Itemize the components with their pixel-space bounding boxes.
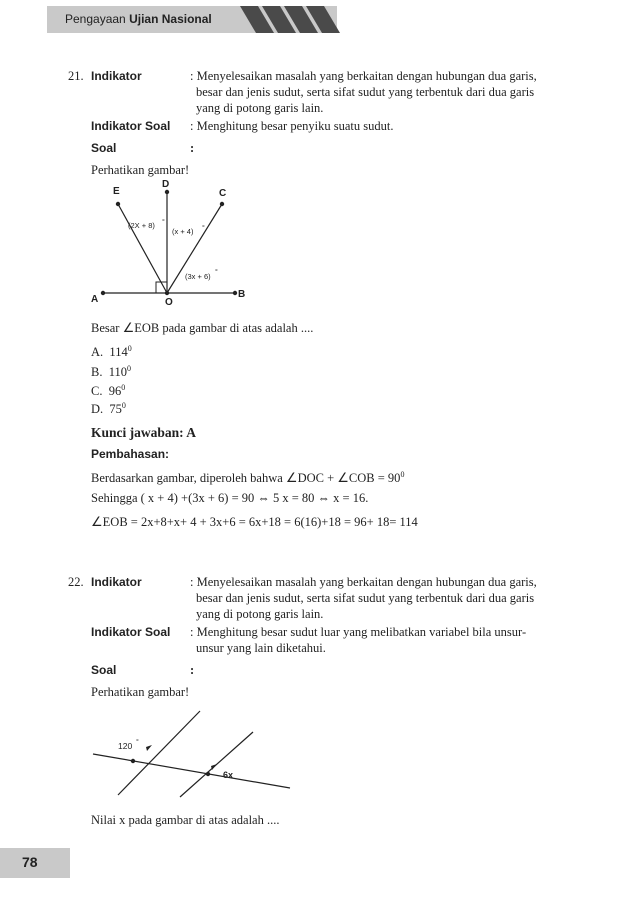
q22-soal-colon: : [190, 663, 195, 677]
q21-pembahasan-label: Pembahasan: [91, 447, 170, 461]
point-D [165, 190, 169, 194]
q22-indikator-text-1: : Menyelesaikan masalah yang berkaitan dengan hubungan dua garis, [190, 575, 537, 589]
label-C: C [219, 188, 227, 199]
q22-parallel-lines-figure [85, 705, 300, 800]
q21-indikator-text-1: : Menyelesaikan masalah yang berkaitan dengan hubungan dua garis, [190, 69, 537, 83]
label-O: O [165, 297, 173, 308]
q21-option-a: A. $114^0$ [91, 344, 132, 360]
q21-option-d: D. $75^0$ [91, 401, 126, 417]
header-stripes-decoration [240, 6, 340, 34]
q21-indikator-text-2: besar dan jenis sudut, serta sifat sudut yang terbentuk dari dua garis [196, 85, 535, 99]
label-D: D [162, 179, 170, 190]
transversal-line [93, 754, 290, 788]
q22-indikator-soal-text-2: unsur yang lain diketahui. [196, 641, 326, 655]
angle-label-6x: 6x [223, 770, 234, 780]
point-A [101, 291, 105, 295]
q22-question: Nilai x pada gambar di atas adalah .... [91, 813, 280, 827]
q22-indikator-soal-label: Indikator Soal [91, 625, 171, 639]
q22-indikator-label: Indikator [91, 575, 142, 589]
q21-pembahasan-line-2: Sehingga ( x + 4) +(3x + 6) = 90 ⇔ 5 x = 80 ⇔ x = 16. [91, 491, 369, 505]
q21-question: Besar ∠EOB pada gambar di atas adalah .... [91, 321, 314, 336]
q21-indikator-soal-label: Indikator Soal [91, 119, 171, 133]
point-O [165, 291, 169, 295]
label-E: E [113, 186, 120, 197]
intersection-point-2 [206, 772, 210, 776]
ray-OE [118, 204, 167, 293]
q22-number: 22. [68, 575, 84, 589]
q21-prompt: Perhatikan gambar! [91, 163, 190, 177]
point-B [233, 291, 237, 295]
q21-soal-label: Soal [91, 141, 117, 155]
q22-indikator-text-2: besar dan jenis sudut, serta sifat sudut yang terbentuk dari dua garis [196, 591, 535, 605]
point-E [116, 202, 120, 206]
angle-label-DOC: (x + 4) [172, 227, 194, 236]
parallel-arrow-1 [146, 745, 152, 751]
angle-label-COB: (3x + 6) [185, 272, 211, 281]
q21-angle-figure [85, 176, 265, 308]
q21-option-b: B. $110^0$ [91, 364, 132, 380]
angle-label-120: 120 [118, 741, 133, 751]
q21-answer-key: Kunci jawaban: A [91, 425, 197, 440]
q21-indikator-label: Indikator [91, 69, 142, 83]
header-title: Pengayaan Ujian Nasional [65, 12, 212, 26]
q21-option-c: C. $96^0$ [91, 383, 126, 399]
angle-symbol: ∠ [122, 321, 135, 336]
q21-soal-colon: : [190, 141, 195, 155]
page-number: 78 [22, 854, 38, 870]
q22-indikator-text-3: yang di potong garis lain. [196, 607, 324, 621]
angle-label-EOD: (2X + 8) [128, 221, 155, 230]
q22-indikator-soal-text-1: : Menghitung besar sudut luar yang melibatkan variabel bila unsur- [190, 625, 527, 639]
angle-label-DOC-deg: ° [202, 225, 205, 232]
point-C [220, 202, 224, 206]
label-A: A [91, 294, 99, 305]
angle-label-COB-deg: ° [215, 269, 218, 276]
page-header [0, 0, 638, 40]
parallel-line-1 [118, 711, 200, 795]
q21-pembahasan-line-1: Berdasarkan gambar, diperoleh bahwa ∠DOC + ∠COB = $90^0$ [91, 470, 405, 487]
q22-soal-label: Soal [91, 663, 117, 677]
angle-label-120-deg: ° [136, 739, 139, 746]
label-B: B [238, 289, 246, 300]
parallel-arrow-2 [211, 764, 217, 770]
q21-indikator-text-3: yang di potong garis lain. [196, 101, 324, 115]
intersection-point-1 [131, 759, 135, 763]
q21-pembahasan-line-3: ∠EOB = 2x+8+x+ 4 + 3x+6 = 6x+18 = 6(16)+18 = 96+ 18= 114 [91, 515, 418, 530]
q22-prompt: Perhatikan gambar! [91, 685, 190, 699]
angle-label-EOD-deg: ° [162, 219, 165, 226]
q21-indikator-soal-text: : Menghitung besar penyiku suatu sudut. [190, 119, 394, 133]
q21-number: 21. [68, 69, 84, 83]
